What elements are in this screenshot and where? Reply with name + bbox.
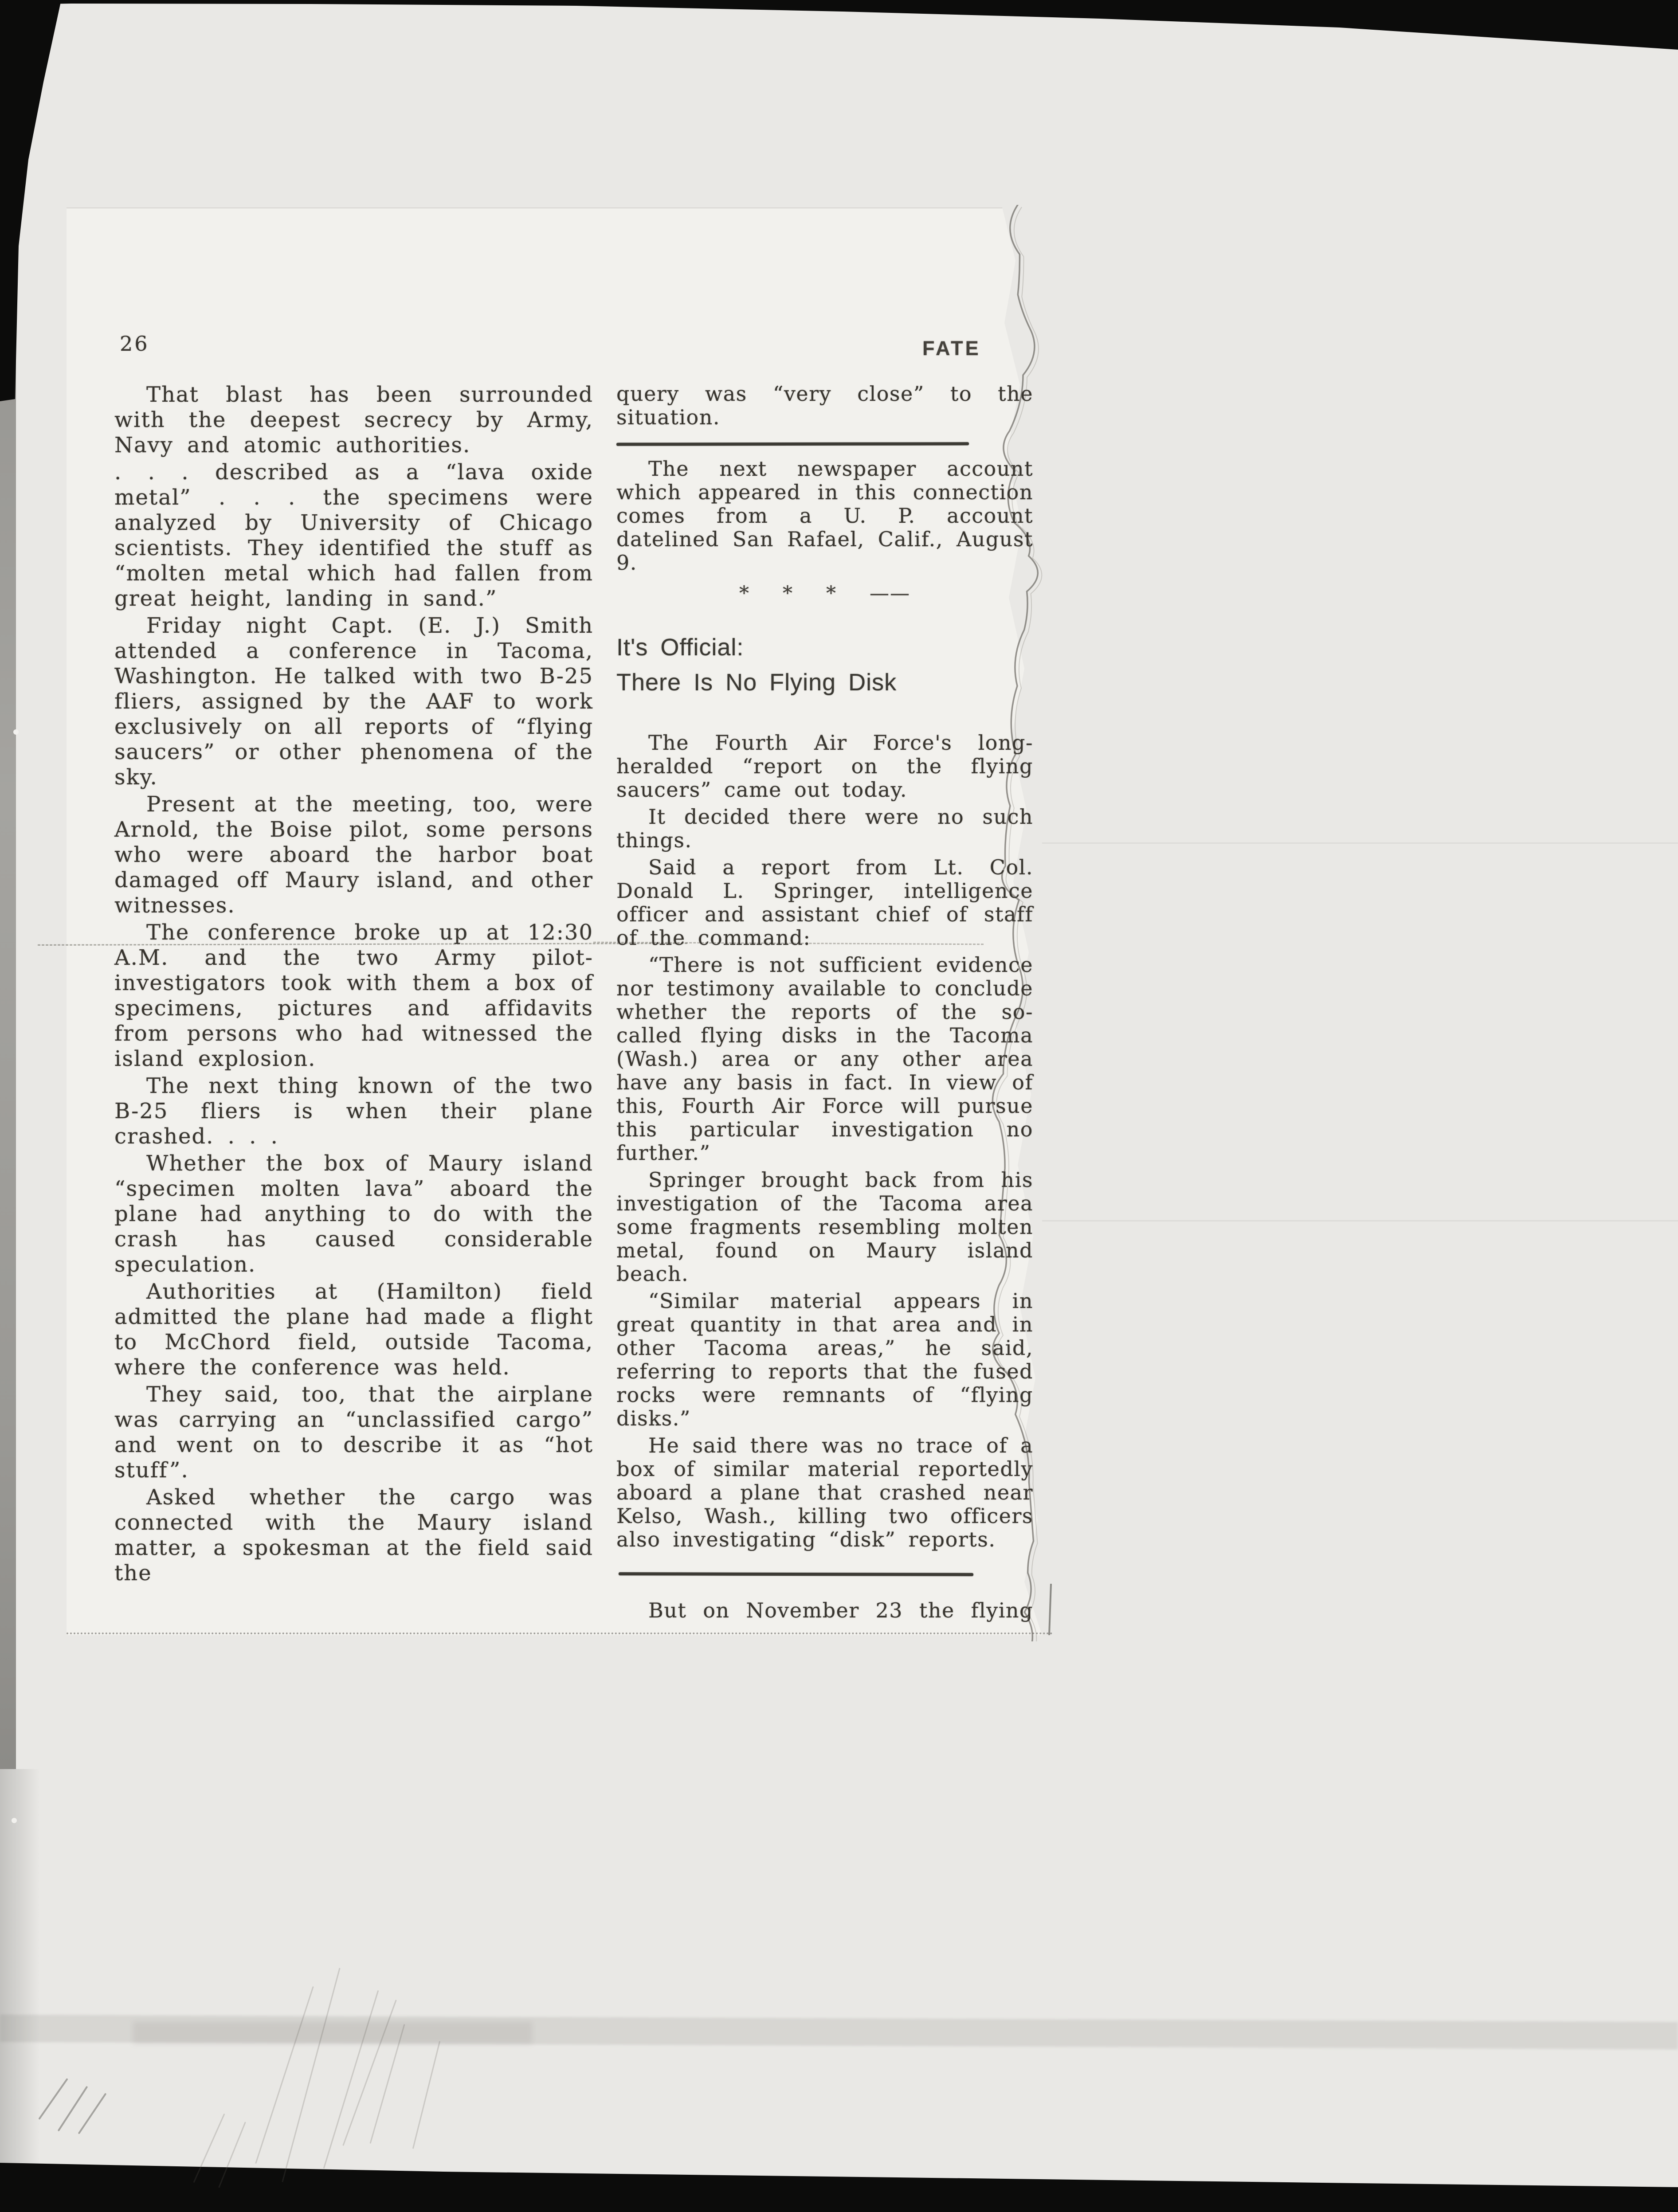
- section-divider-rule: [616, 442, 969, 446]
- paragraph: Asked whether the cargo was connected with the Maury island matter, a spokesman at the field said the: [114, 1485, 593, 1586]
- scratch-mark: [412, 2041, 440, 2149]
- column-left: [114, 382, 593, 1588]
- paragraph: The conference broke up at 12:30 A.M. and the two Army pilot-investigators took with them a box of specimens, pictures and affidavits from persons who had witnessed the island explosion.: [114, 920, 593, 1071]
- article-title: There Is No Flying Disk: [616, 669, 897, 696]
- scan-speck: [12, 1818, 17, 1823]
- scan-edge-top: [0, 0, 1678, 51]
- scan-line-artifact: [1042, 1220, 1678, 1221]
- closing-paragraph: But on November 23 the flying: [648, 1598, 1033, 1622]
- paragraph: “Similar material appears in great quantity in that area and in other Tacoma areas,” he said, referring to reports that the fused rocks were remnants of “flying disks.”: [616, 1289, 1033, 1430]
- continuation-paragraph: query was “very close” to the situation.: [616, 382, 1033, 429]
- page-number: 26: [120, 332, 149, 356]
- paragraph: The next newspaper account which appeared in this connection comes from a U. P. account datelined San Rafael, Calif., August 9.: [616, 457, 1033, 575]
- paragraph: . . . described as a “lava oxide metal” . . . the specimens were analyzed by University of Chicago scientists. They identified the stuff as “molten metal which had fallen from great height, landing in sand.”: [114, 460, 593, 611]
- paragraph: Friday night Capt. (E. J.) Smith attended a conference in Tacoma, Washington. He talked with two B-25 fliers, assigned by the AAF to work exclusively on all reports of “flying saucers” or other phenomena of the sky.: [114, 613, 593, 790]
- magazine-title: FATE: [922, 337, 981, 360]
- asterisk-separator: * * * ——: [739, 582, 910, 605]
- scratch-mark: [255, 1986, 314, 2164]
- pen-mark: [78, 2093, 107, 2134]
- paragraph: The next thing known of the two B-25 fliers is when their plane crashed. . . .: [114, 1073, 593, 1149]
- scan-line-artifact: [1042, 842, 1678, 844]
- section-divider-rule: [619, 1572, 973, 1576]
- paragraph: Authorities at (Hamilton) field admitted the plane had made a flight to McChord field, outside Tacoma, where the conference was held.: [114, 1279, 593, 1380]
- paragraph: That blast has been surrounded with the deepest secrecy by Army, Navy and atomic authorities.: [114, 382, 593, 458]
- scan-edge-top-left-corner: [0, 0, 67, 401]
- paragraph: The Fourth Air Force's long-heralded “report on the flying saucers” came out today.: [616, 731, 1033, 802]
- paragraph: It decided there were no such things.: [616, 805, 1033, 852]
- pen-mark: [38, 2078, 68, 2120]
- scan-band-smudge: [133, 2022, 532, 2044]
- clipping-bottom-edge-tick: [1048, 1584, 1052, 1635]
- scan-edge-bottom: [0, 2155, 1678, 2212]
- paragraph: They said, too, that the airplane was carrying an “unclassified cargo” and went on to describe it as “hot stuff”.: [114, 1382, 593, 1483]
- paragraph: “There is not sufficient evidence nor testimony available to conclude whether the reports of the so-called flying disks in the Tacoma (Wash.) area or any other area have any basis in fact. In view of this, Fourth Air Force will pursue this particular investigation no further.”: [616, 953, 1033, 1165]
- paragraph: Whether the box of Maury island “specimen molten lava” aboard the plane had anything to do with the crash has caused considerable speculation.: [114, 1151, 593, 1277]
- paragraph: Present at the meeting, too, were Arnold, the Boise pilot, some persons who were aboard the harbor boat damaged off Maury island, and other witnesses.: [114, 792, 593, 918]
- column-right: [616, 382, 1033, 1626]
- scratch-mark: [282, 1968, 340, 2182]
- clipping-bottom-edge: [67, 1633, 1053, 1634]
- paragraph: Said a report from Lt. Col. Donald L. Springer, intelligence officer and assistant chief of staff of the command:: [616, 855, 1033, 950]
- paragraph: He said there was no trace of a box of similar material reportedly aboard a plane that crashed near Kelso, Wash., killing two officers also investigating “disk” reports.: [616, 1433, 1033, 1551]
- scan-left-shadow: [0, 1769, 40, 2212]
- scan-speck: [13, 729, 19, 735]
- article-kicker: It's Official:: [616, 634, 744, 661]
- paragraph: Springer brought back from his investigation of the Tacoma area some fragments resembling molten metal, found on Maury island beach.: [616, 1168, 1033, 1286]
